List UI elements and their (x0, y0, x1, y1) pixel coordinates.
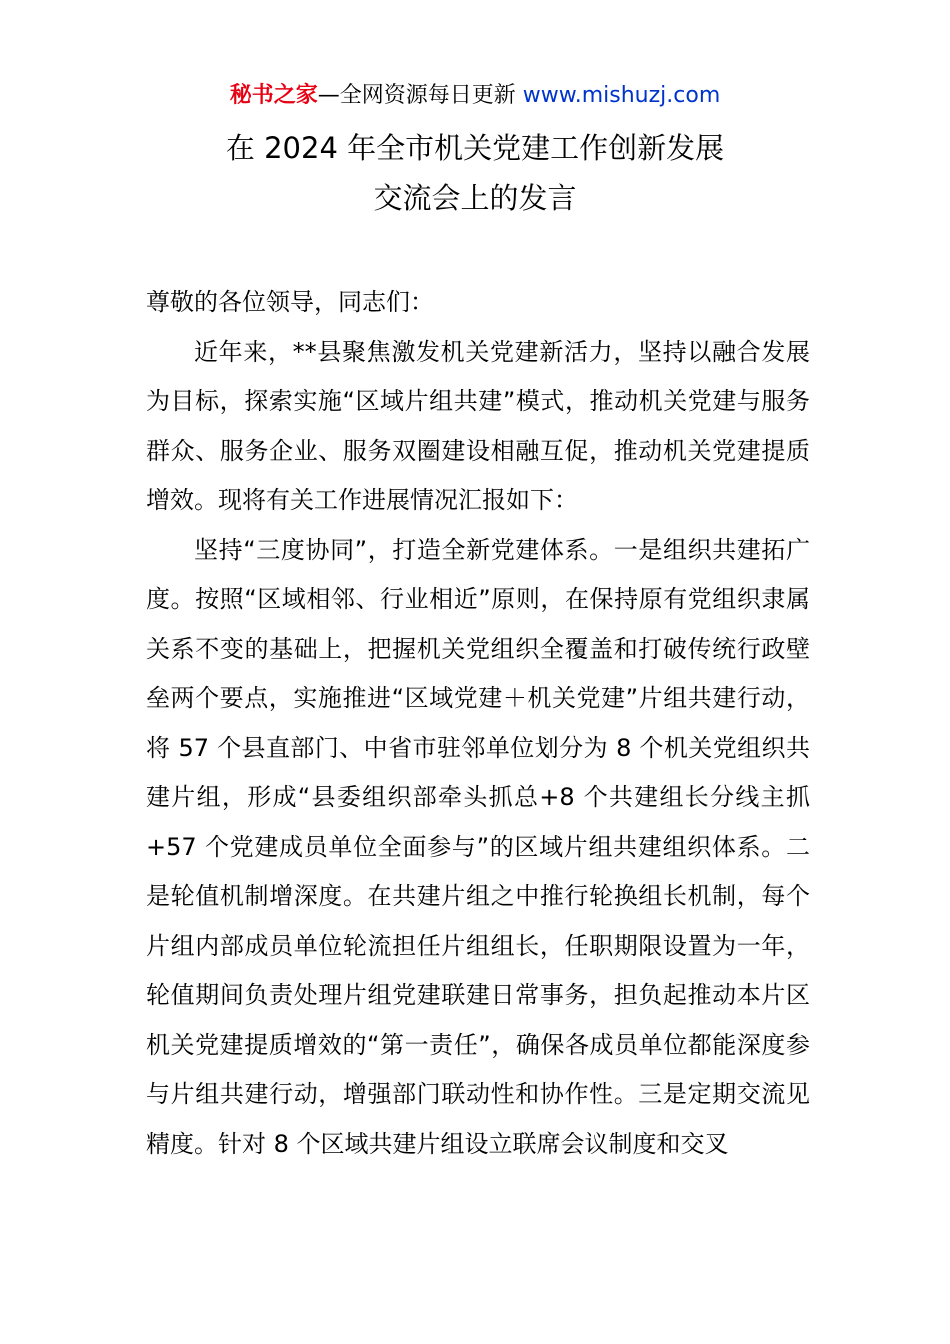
salutation: 尊敬的各位领导，同志们： (146, 288, 434, 316)
document-body (146, 278, 810, 1169)
site-slogan: —全网资源每日更新 (317, 83, 523, 108)
site-url-link[interactable]: www.mishuzj.com (522, 83, 721, 108)
site-brand: 秘书之家 (229, 83, 318, 108)
document-title-line-2: 交流会上的发言 (373, 181, 577, 215)
paragraph-system: 坚持“三度协同”，打造全新党建体系。一是组织共建拓广度。按照“区域相邻、行业相近”原则，在保持原有党组织隶属关系不变的基础上，把握机关党组织全覆盖和打破传统行政壁垒两个要点，实施推进“区域党建＋机关党建”片组共建行动，将 57 个县直部门、中省市驻邻单位划分为 8 个机关党组织共建片组，形成“县委组织部牵头抓总+8 个共建组长分线主抓+57 个党建成员单位全面参与”的区域片组共建组织体系。二是轮值机制增深度。在共建片组之中推行轮换组长机制，每个片组内部成员单位轮流担任片组组长，任职期限设置为一年，轮值期间负责处理片组党建联建日常事务，担负起推动本片区机关党建提质增效的“第一责任”，确保各成员单位都能深度参与片组共建行动，增强部门联动性和协作性。三是定期交流见精度。针对 8 个区域共建片组设立联席会议制度和交叉 (146, 535, 810, 1158)
paragraph-intro: 近年来，**县聚焦激发机关党建新活力，坚持以融合发展为目标，探索实施“区域片组共建”模式，推动机关党建与服务群众、服务企业、服务双圈建设相融互促，推动机关党建提质增效。现将有关工作进展情况汇报如下： (146, 337, 810, 514)
site-header (0, 80, 950, 112)
document-title-line-1: 在 2024 年全市机关党建工作创新发展 (225, 131, 725, 165)
